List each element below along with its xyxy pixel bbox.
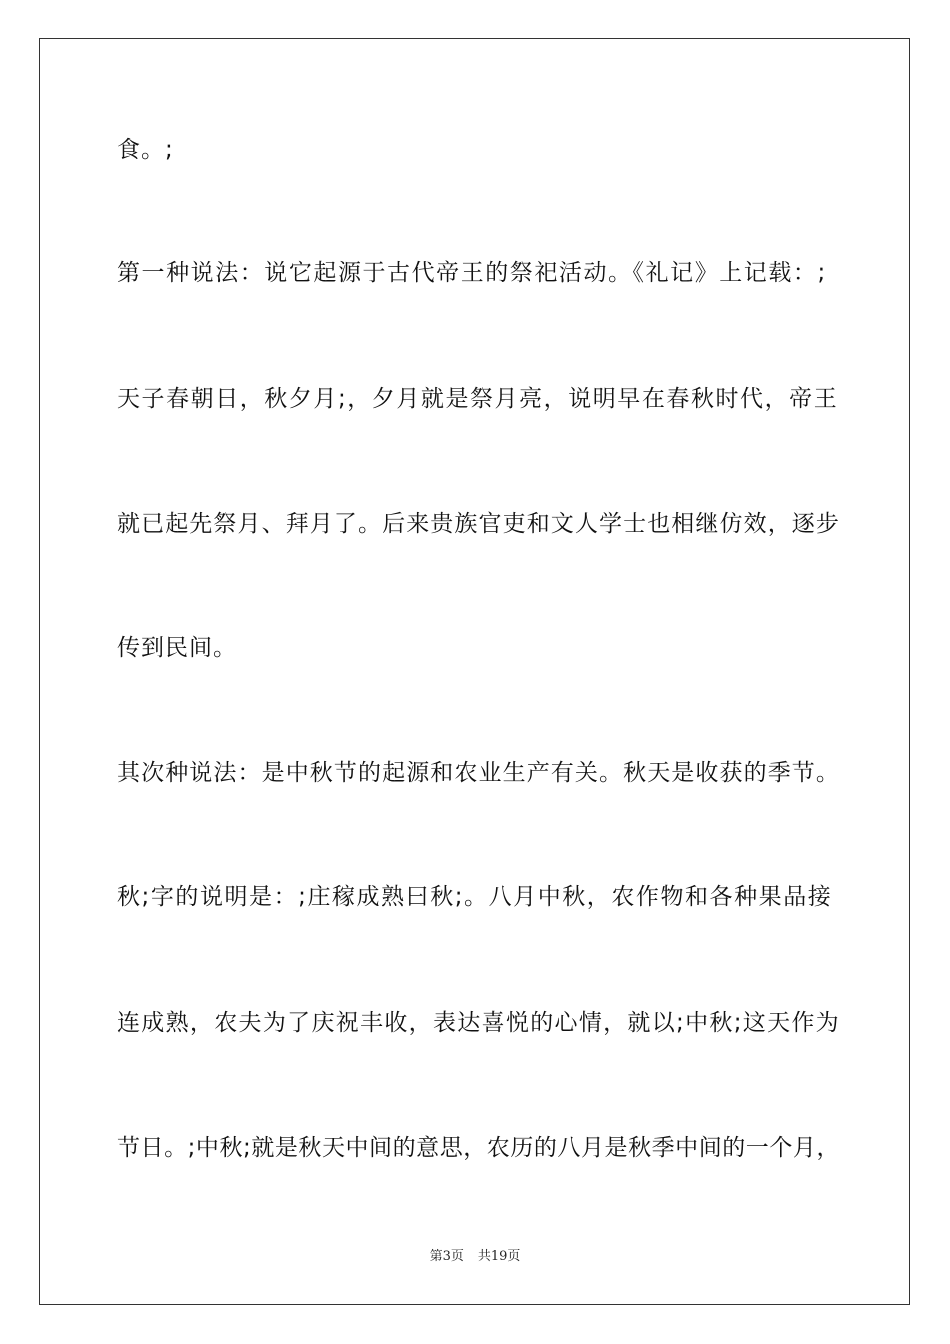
text-line-8: 连成熟，农夫为了庆祝丰收，表达喜悦的心情，就以;中秋;这天作为 [117,1010,840,1036]
text-line-1: 食。; [117,137,174,163]
text-line-2: 第一种说法：说它起源于古代帝王的祭祀活动。《礼记》上记载：; [117,260,827,286]
page-footer [0,1248,950,1266]
total-pages: 共19页 [477,1249,521,1264]
text-line-5: 传到民间。 [117,635,237,661]
text-line-6: 其次种说法：是中秋节的起源和农业生产有关。秋天是收获的季节。 [117,760,840,786]
text-line-7: 秋;字的说明是：;庄稼成熟曰秋;。八月中秋，农作物和各种果品接 [117,884,833,910]
text-line-4: 就已起先祭月、拜月了。后来贵族官吏和文人学士也相继仿效，逐步 [117,511,840,537]
page-border [39,38,910,1305]
text-line-3: 天子春朝日，秋夕月;，夕月就是祭月亮，说明早在春秋时代，帝王 [117,386,839,412]
text-line-9: 节日。;中秋;就是秋天中间的意思，农历的八月是秋季中间的一个月， [117,1135,840,1161]
page-number: 第3页 [429,1249,464,1264]
